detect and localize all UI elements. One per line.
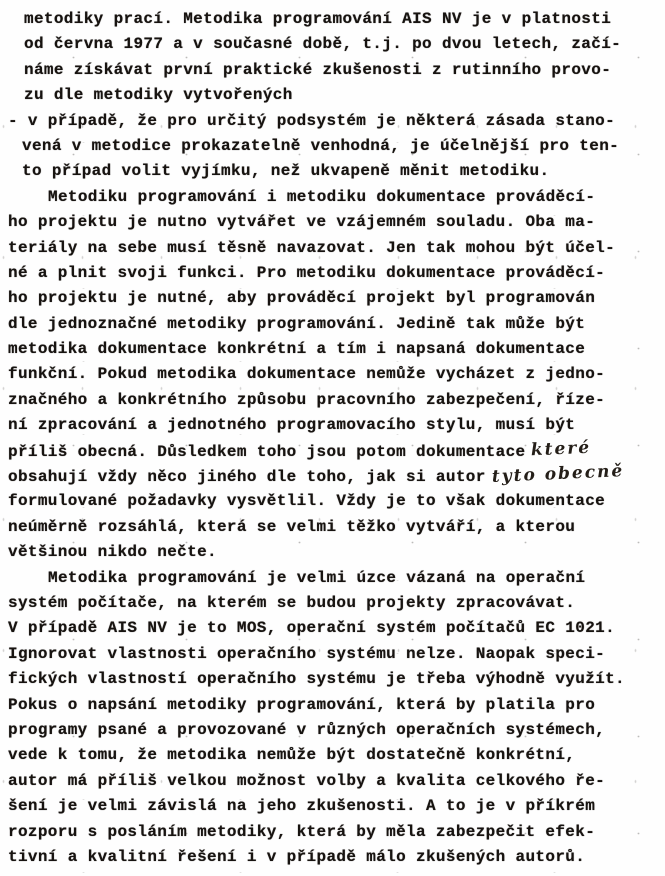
typed-text: formulované požadavky vysvětlil. Vždy je to však dokumentace (8, 492, 606, 511)
typed-text: ho projektu je nutno vytvářet ve vzájemném souladu. Oba ma- (8, 213, 596, 232)
text-line (0, 769, 665, 794)
text-line (0, 461, 665, 489)
typed-text: většinou nikdo nečte. (8, 543, 217, 562)
text-line (0, 83, 665, 108)
text-line (0, 58, 665, 83)
typed-text: Metodiku programování i metodiku dokumentace prováděcí- (48, 187, 596, 206)
text-line (0, 109, 665, 134)
typed-text: zu dle metodiky vytvořených (24, 86, 293, 105)
text-line (0, 540, 665, 565)
text-line (0, 312, 665, 337)
typed-text: šení je velmi závislá na jeho zkušenosti. A to je v příkrém (8, 797, 596, 816)
typed-text: vede k tomu, že metodika nemůže být dostatečně konkrétní, (8, 746, 576, 765)
typed-text: teriály na sebe musí těsně navazovat. Jen tak mohou být účel- (8, 238, 616, 257)
text-line (0, 362, 665, 387)
text-line (0, 820, 665, 845)
text-line (0, 616, 665, 641)
typed-text: né a plnit svoji funkci. Pro metodiku dokumentace prováděcí- (8, 263, 606, 282)
typed-text: obsahují vždy něco jiného dle toho, jak si autor (8, 468, 486, 487)
text-line (0, 515, 665, 540)
typed-text: autor má příliš velkou možnost volby a kvalita celkového ře- (8, 771, 606, 790)
typed-text: ho projektu je nutné, aby prováděcí projekt byl programován (8, 289, 596, 308)
typed-text: neúměrně rozsáhlá, která se velmi těžko vytváří, a kterou (8, 517, 576, 536)
text-line (0, 236, 665, 261)
text-line (0, 642, 665, 667)
handwritten-annotation: tyto obecně (491, 461, 625, 487)
text-line (0, 439, 665, 464)
handwritten-annotation: které (530, 437, 593, 460)
typed-text: - v případě, že pro určitý podsystém je některá zásada stano- (8, 111, 616, 130)
text-line (0, 566, 665, 591)
text-line (0, 845, 665, 870)
typed-text: funkční. Pokud metodika dokumentace nemůže vycházet z jedno- (8, 365, 606, 384)
text-line (0, 413, 665, 438)
typed-text: značného a konkrétního způsobu pracovního zabezpečení, říze- (8, 390, 606, 409)
text-line (0, 134, 665, 159)
typed-text: náme získávat první praktické zkušenosti z rutinního provo- (24, 60, 612, 79)
typed-text: V případě AIS NV je to MOS, operační systém počítačů EC 1021. (8, 619, 616, 638)
text-line (0, 794, 665, 819)
text-line (0, 185, 665, 210)
typewritten-text-block (0, 7, 665, 870)
text-line (0, 667, 665, 692)
typed-text: to případ volit vyjímku, než ukvapeně měnit metodiku. (22, 162, 550, 181)
text-line (0, 337, 665, 362)
text-line (0, 7, 665, 32)
typed-text: systém počítače, na kterém se budou projekty zpracovávat. (8, 593, 576, 612)
typed-text: metodika dokumentace konkrétní a tím i napsaná dokumentace (8, 340, 586, 359)
text-line (0, 32, 665, 57)
typed-text: fických vlastností operačního systému je třeba výhodně využít. (8, 670, 625, 689)
text-line (0, 591, 665, 616)
typed-text: Ignorovat vlastnosti operačního systému nelze. Naopak speci- (8, 644, 606, 663)
text-line (0, 718, 665, 743)
text-line (0, 261, 665, 286)
text-line (0, 210, 665, 235)
typed-text: Metodika programování je velmi úzce vázaná na operační (48, 568, 586, 587)
text-line (0, 286, 665, 311)
typed-text: od června 1977 a v současné době, t.j. po dvou letech, začí- (24, 35, 622, 54)
typed-text: metodiky prací. Metodika programování AIS NV je v platnosti (24, 10, 612, 28)
text-line (0, 693, 665, 718)
typed-text: vená v metodice prokazatelně venhodná, je účelnější pro ten- (22, 136, 620, 155)
typed-text: tivní a kvalitní řešení i v případě málo zkušených autorů. (8, 847, 586, 866)
typed-text: programy psané a provozované v různých operačních systémech, (8, 720, 606, 739)
text-line (0, 489, 665, 514)
typed-text: příliš obecná. Důsledkem toho jsou potom dokumentace (8, 442, 526, 461)
text-line (0, 159, 665, 184)
typed-text: rozporu s posláním metodiky, která by měla zabezpečit efek- (8, 822, 596, 841)
typed-text: dle jednoznačné metodiky programování. Jedině tak může být (8, 314, 586, 333)
typed-text: ní zpracování a jednotného programovacího stylu, musí být (8, 416, 576, 435)
text-line (0, 743, 665, 768)
text-line (0, 388, 665, 413)
typed-text: Pokus o napsání metodiky programování, která by platila pro (8, 695, 596, 714)
